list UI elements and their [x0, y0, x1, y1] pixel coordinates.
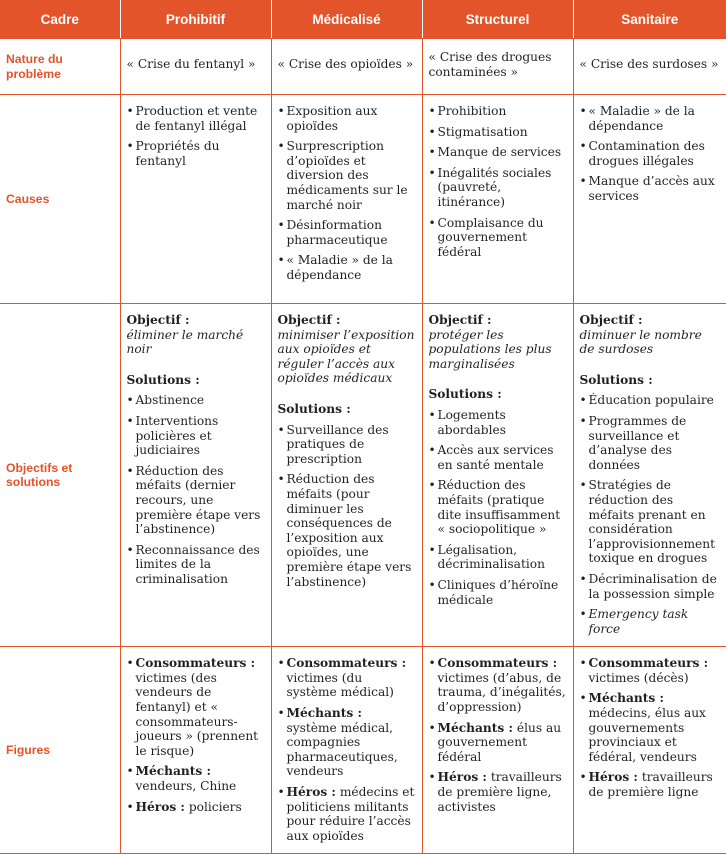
bullet-list	[429, 408, 567, 607]
figure-role: Consommateurs :	[588, 656, 709, 671]
figure-text: victimes (décès)	[588, 670, 689, 685]
list-item: • Complaisance du gouvernement fédéral	[429, 216, 567, 260]
figure-role: Consommateurs :	[135, 656, 256, 671]
list-item: • Décriminalisation de la possession simple	[580, 572, 721, 601]
list-item: • Réduction des méfaits (pratique dite insuffisamment « sociopolitique »	[429, 478, 567, 536]
table-cell: « Crise du fentanyl »	[120, 39, 271, 95]
column-header: Médicalisé	[271, 0, 422, 39]
table-cell: « Crise des surdoses »	[573, 39, 726, 95]
bullet-list	[127, 393, 265, 586]
list-item: • Interventions policières et judiciaires	[127, 414, 265, 458]
figure-text: vendeurs, Chine	[135, 779, 237, 794]
bullet-list	[580, 656, 721, 799]
figure-role: Héros :	[588, 770, 638, 785]
row-label: Objectifs et solutions	[0, 304, 120, 647]
list-item: • Contamination des drogues illégales	[580, 139, 721, 168]
list-item: • Abstinence	[127, 393, 265, 408]
figure-text: élus au gouvernement fédéral	[437, 720, 562, 764]
list-item: • Accès aux services en santé mentale	[429, 443, 567, 472]
row-label: Nature du problème	[0, 39, 120, 95]
list-item: • Prohibition	[429, 104, 567, 119]
figure-text: travailleurs de première ligne	[588, 770, 713, 800]
list-item: • Inégalités sociales (pauvreté, itinérance)	[429, 166, 567, 210]
list-item: • Logements abordables	[429, 408, 567, 437]
list-item	[429, 721, 567, 765]
list-item	[429, 770, 567, 814]
table-cell	[573, 95, 726, 304]
table-cell	[271, 304, 422, 647]
objective-heading: Objectif :	[126, 313, 190, 327]
table-row	[0, 647, 726, 854]
list-item: • Éducation populaire	[580, 393, 721, 408]
objective-text: minimiser l’exposition aux opioïdes et réguler l’accès aux opioïdes médicaux	[277, 327, 415, 386]
column-header: Cadre	[0, 0, 120, 39]
list-item: • Réduction des méfaits (pour diminuer les conséquences de l’exposition aux opioïdes, une première étape vers l’abstinence)	[278, 472, 416, 589]
table-row	[0, 95, 726, 304]
list-item	[127, 656, 265, 758]
table-cell	[422, 304, 573, 647]
list-item: • Réduction des méfaits (dernier recours, une première étape vers l’abstinence)	[127, 464, 265, 537]
list-item: • « Maladie » de la dépendance	[580, 104, 721, 133]
table-cell	[271, 95, 422, 304]
list-item	[580, 770, 721, 799]
table-cell	[573, 304, 726, 647]
list-item: • « Maladie » de la dépendance	[278, 253, 416, 282]
table-cell	[573, 647, 726, 854]
list-item: • Emergency task force	[580, 607, 721, 636]
row-label: Figures	[0, 647, 120, 854]
header-row	[0, 0, 726, 39]
table-cell	[422, 95, 573, 304]
list-item: • Cliniques d’héroïne médicale	[429, 578, 567, 607]
solutions-heading: Solutions :	[277, 401, 351, 416]
column-header: Sanitaire	[573, 0, 726, 39]
list-item: • Légalisation, décriminalisation	[429, 543, 567, 572]
table-cell: « Crise des opioïdes »	[271, 39, 422, 95]
list-item: • Reconnaissance des limites de la criminalisation	[127, 543, 265, 587]
bullet-list	[127, 656, 265, 814]
list-item	[580, 656, 721, 685]
list-item: • Stratégies de réduction des méfaits prenant en considération l’approvisionnement toxique en drogues	[580, 478, 721, 566]
figure-text: victimes (des vendeurs de fentanyl) et « consommateurs-joueurs » (prennent le risque)	[135, 670, 259, 758]
list-item	[127, 764, 265, 793]
bullet-list	[127, 104, 265, 168]
objective-heading: Objectif :	[579, 313, 643, 327]
figure-text: policiers	[188, 799, 242, 814]
objective-text: diminuer le nombre de surdoses	[579, 327, 702, 357]
figure-role: Méchants :	[588, 691, 665, 706]
objective-heading: Objectif :	[428, 313, 492, 327]
solutions-heading: Solutions :	[579, 372, 653, 387]
table-cell	[271, 647, 422, 854]
list-item: • Surveillance des pratiques de prescription	[278, 423, 416, 467]
figure-role: Méchants :	[135, 764, 212, 779]
objective-text: éliminer le marché noir	[126, 327, 244, 357]
figure-role: Méchants :	[286, 706, 363, 721]
column-header: Prohibitif	[120, 0, 271, 39]
bullet-list	[580, 104, 721, 204]
table-row	[0, 304, 726, 647]
list-item: • Manque de services	[429, 145, 567, 160]
bullet-list	[580, 393, 721, 636]
list-item	[429, 656, 567, 714]
figure-role: Consommateurs :	[286, 656, 407, 671]
table-cell	[120, 647, 271, 854]
table-cell	[422, 647, 573, 854]
figure-role: Méchants :	[437, 720, 514, 735]
bullet-list	[429, 104, 567, 259]
list-item: • Manque d’accès aux services	[580, 174, 721, 203]
bullet-list	[278, 423, 416, 590]
list-item: • Exposition aux opioïdes	[278, 104, 416, 133]
list-item	[580, 691, 721, 764]
figure-text: médecins et politiciens militants pour réduire l’accès aux opioïdes	[286, 785, 415, 843]
figure-text: système médical, compagnies pharmaceutiques, vendeurs	[286, 720, 398, 779]
table-cell	[120, 95, 271, 304]
list-item	[278, 785, 416, 843]
figure-text: victimes (du système médical)	[286, 670, 394, 700]
list-item: • Propriétés du fentanyl	[127, 139, 265, 168]
table-cell	[120, 304, 271, 647]
objective-heading: Objectif :	[277, 313, 341, 327]
list-item	[127, 800, 265, 815]
bullet-list	[278, 656, 416, 843]
bullet-list	[278, 104, 416, 283]
row-label: Causes	[0, 95, 120, 304]
solutions-heading: Solutions :	[428, 387, 502, 402]
list-item	[278, 656, 416, 700]
list-item: • Surprescription d’opioïdes et diversion des médicaments sur le marché noir	[278, 139, 416, 212]
column-header: Structurel	[422, 0, 573, 39]
table-cell: « Crise des drogues contaminées »	[422, 39, 573, 95]
figure-role: Consommateurs :	[437, 656, 558, 671]
table-row	[0, 39, 726, 95]
figure-text: victimes (d’abus, de trauma, d’inégalités, d’oppression)	[437, 670, 566, 715]
figure-role: Héros :	[286, 785, 336, 800]
list-item: • Programmes de surveillance et d’analyse des données	[580, 414, 721, 472]
list-item: • Stigmatisation	[429, 125, 567, 140]
figure-text: travailleurs de première ligne, activistes	[437, 770, 562, 814]
list-item: • Désinformation pharmaceutique	[278, 218, 416, 247]
list-item: • Production et vente de fentanyl illégal	[127, 104, 265, 133]
objective-text: protéger les populations les plus marginalisées	[428, 327, 552, 371]
solutions-heading: Solutions :	[126, 372, 200, 387]
figure-role: Héros :	[135, 799, 185, 814]
figure-role: Héros :	[437, 770, 487, 785]
list-item	[278, 706, 416, 779]
bullet-list	[429, 656, 567, 814]
figure-text: médecins, élus aux gouvernements provinciaux et fédéral, vendeurs	[588, 706, 706, 764]
